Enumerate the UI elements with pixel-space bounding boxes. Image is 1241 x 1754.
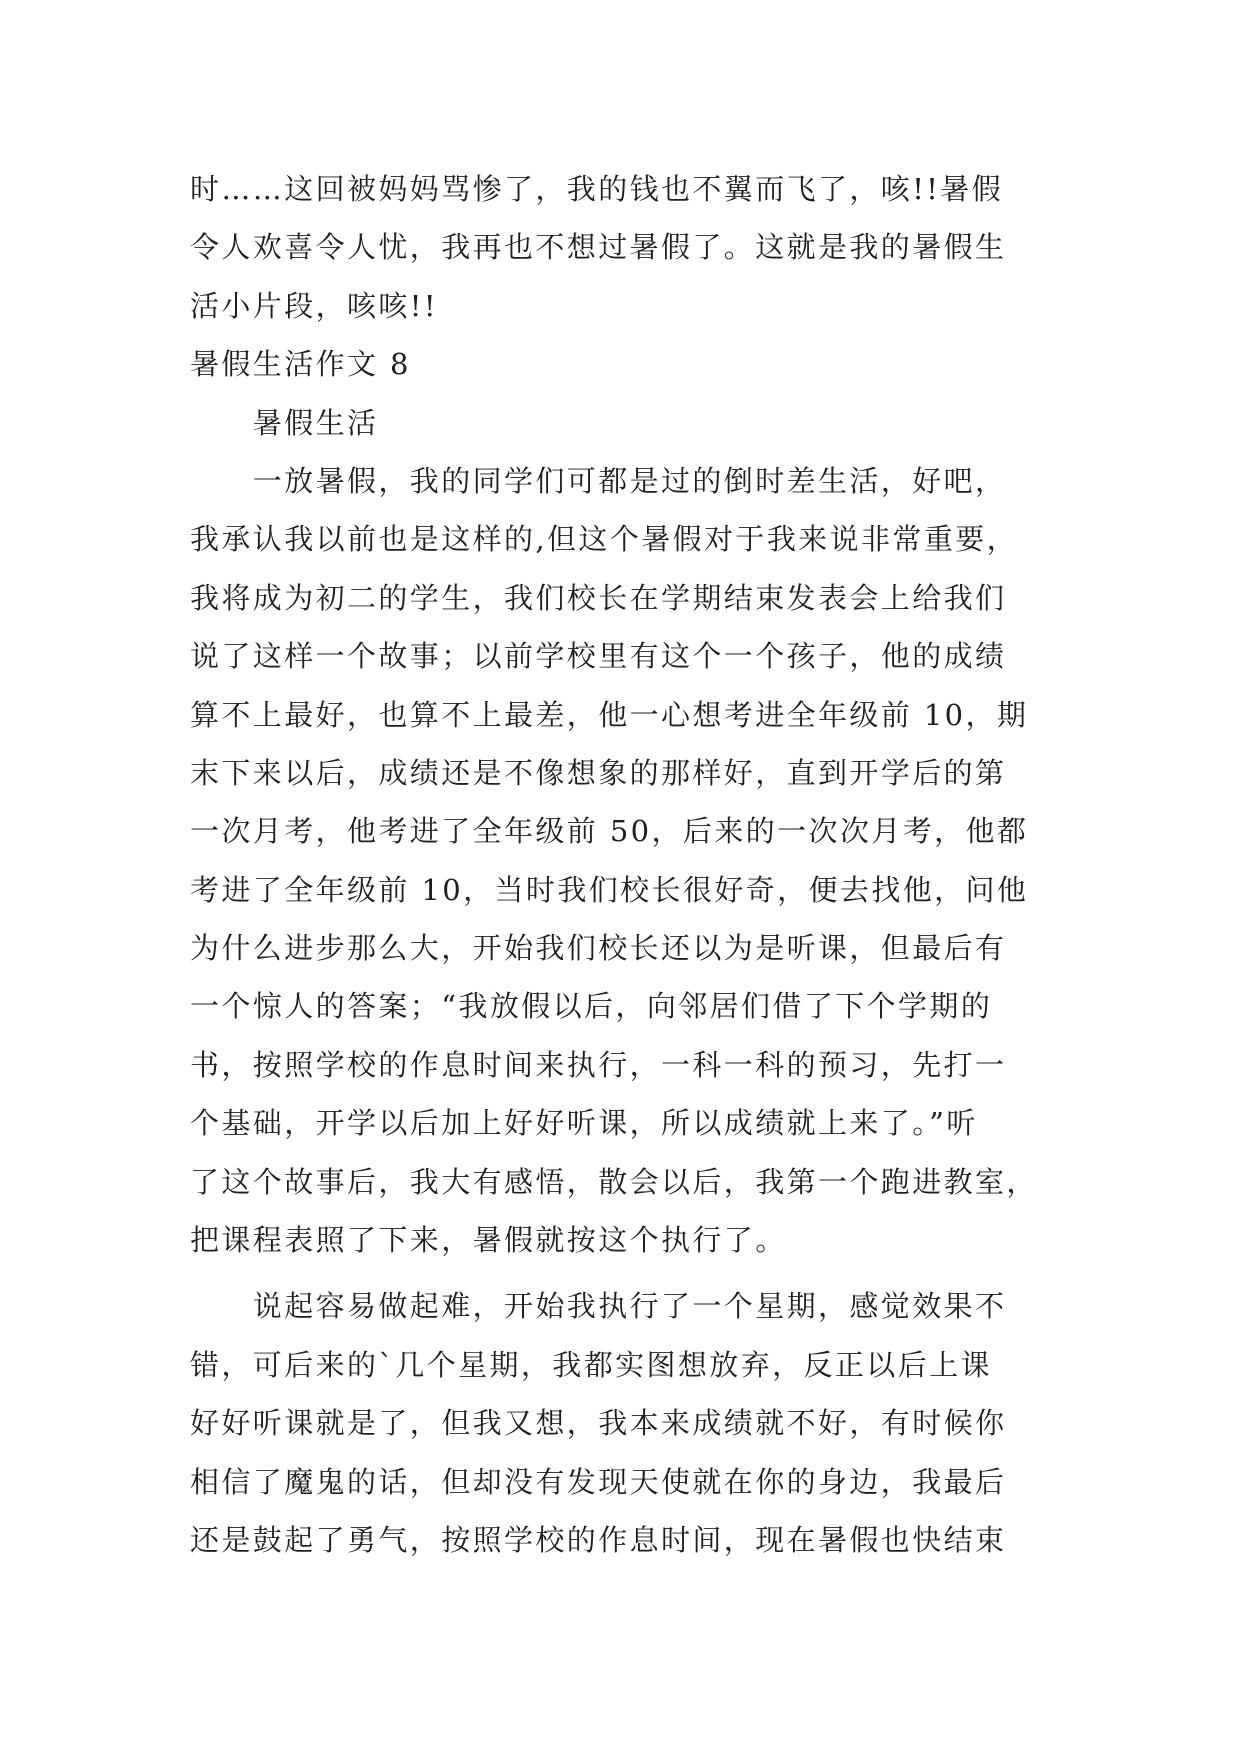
text-line: 书，按照学校的作息时间来执行，一科一科的预习，先打一 bbox=[190, 1047, 1007, 1082]
text-line: 算不上最好，也算不上最差，他一心想考进全年级前 10，期 bbox=[190, 697, 1029, 732]
text-line: 把课程表照了下来，暑假就按这个执行了。 bbox=[190, 1223, 787, 1258]
text-line: 活小片段，咳咳!! bbox=[190, 288, 438, 323]
text-line: 个基础，开学以后加上好好听课，所以成绩就上来了。”听 bbox=[190, 1106, 978, 1141]
text-line: 还是鼓起了勇气，按照学校的作息时间，现在暑假也快结束 bbox=[190, 1522, 1007, 1557]
text-line: 时……这回被妈妈骂惨了，我的钱也不翼而飞了，咳!!暑假 bbox=[190, 172, 1004, 206]
text-line: 一放暑假，我的同学们可都是过的倒时差生活，好吧， bbox=[190, 463, 1007, 498]
text-line: 一次月考，他考进了全年级前 50，后来的一次次月考，他都 bbox=[190, 814, 1029, 849]
text-line: 说起容易做起难，开始我执行了一个星期，感觉效果不 bbox=[190, 1289, 1007, 1324]
text-line: 我将成为初二的学生，我们校长在学期结束发表会上给我们 bbox=[190, 580, 1007, 615]
text-line: 说了这样一个故事；以前学校里有这个一个孩子，他的成绩 bbox=[190, 639, 1007, 674]
text-line: 了这个故事后，我大有感悟，散会以后，我第一个跑进教室， bbox=[190, 1164, 1038, 1199]
section-heading: 暑假生活作文 8 bbox=[190, 347, 411, 382]
body-text bbox=[190, 160, 1050, 1569]
text-line: 一个惊人的答案；“我放假以后，向邻居们借了下个学期的 bbox=[190, 989, 993, 1024]
text-line: 令人欢喜令人忧，我再也不想过暑假了。这就是我的暑假生 bbox=[190, 230, 1007, 265]
text-line: 我承认我以前也是这样的,但这个暑假对于我来说非常重要， bbox=[190, 522, 1019, 557]
text-line: 相信了魔鬼的话，但却没有发现天使就在你的身边，我最后 bbox=[190, 1464, 1007, 1499]
text-line: 错，可后来的`几个星期，我都实图想放弃，反正以后上课 bbox=[190, 1347, 992, 1382]
article-title: 暑假生活 bbox=[190, 405, 379, 440]
text-line: 好好听课就是了，但我又想，我本来成绩就不好，有时候你 bbox=[190, 1406, 1007, 1441]
text-line: 考进了全年级前 10，当时我们校长很好奇，便去找他，问他 bbox=[190, 872, 1029, 907]
text-line: 为什么进步那么大，开始我们校长还以为是听课，但最后有 bbox=[190, 931, 1007, 966]
text-line: 末下来以后，成绩还是不像想象的那样好，直到开学后的第 bbox=[190, 755, 1007, 790]
